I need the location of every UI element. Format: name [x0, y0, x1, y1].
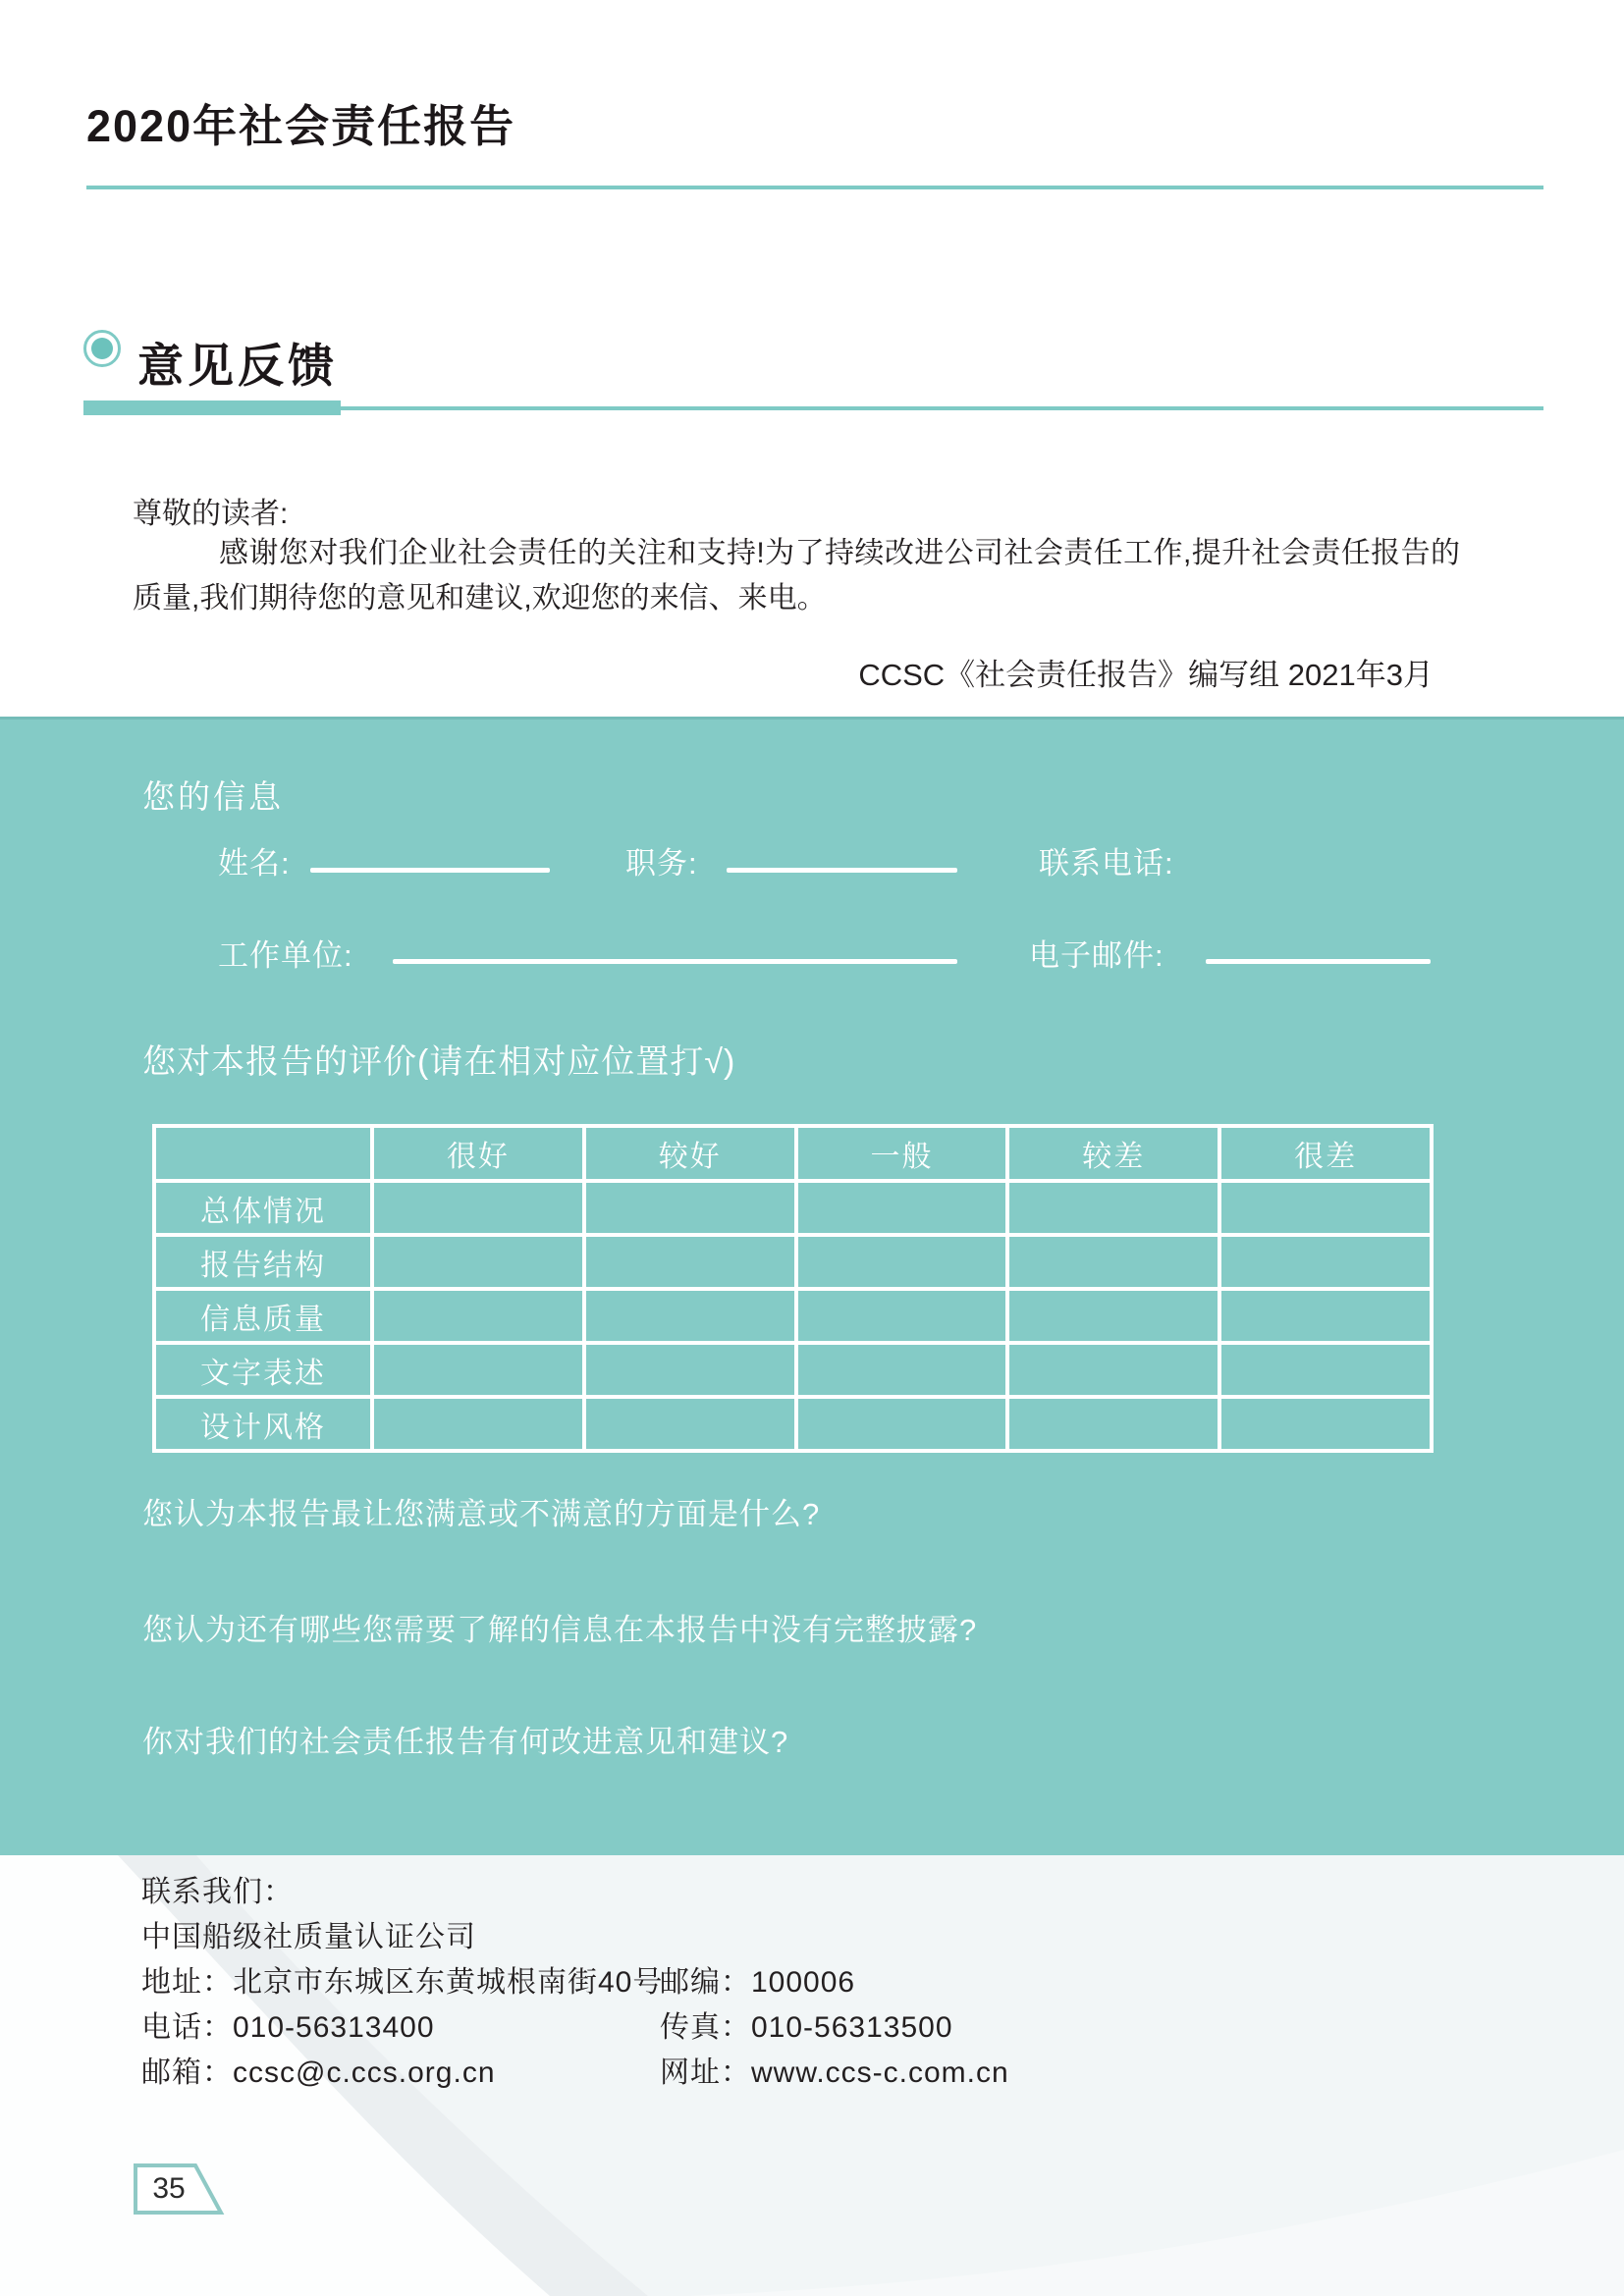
postcode-value: 100006: [751, 1966, 856, 1999]
column-header: 较好: [584, 1126, 796, 1181]
salutation: 尊敬的读者:: [133, 498, 289, 530]
table-row: [154, 1343, 1432, 1397]
section-divider-thick: [83, 400, 341, 415]
question-3: 你对我们的社会责任报告有何改进意见和建议?: [142, 1725, 789, 1759]
rating-cell[interactable]: [796, 1235, 1008, 1289]
website-label: 网址：: [660, 2056, 751, 2089]
question-2: 您认为还有哪些您需要了解的信息在本报告中没有完整披露?: [142, 1613, 978, 1647]
rating-cell[interactable]: [796, 1181, 1008, 1235]
name-blank[interactable]: [310, 868, 550, 873]
row-label: 文字表述: [154, 1343, 372, 1397]
rating-cell[interactable]: [584, 1289, 796, 1343]
rating-cell[interactable]: [584, 1235, 796, 1289]
address-label: 地址：: [141, 1966, 233, 1999]
row-label: 信息质量: [154, 1289, 372, 1343]
evaluation-title: 您对本报告的评价(请在相对应位置打√): [142, 1043, 736, 1081]
email-blank[interactable]: [1206, 959, 1431, 964]
rating-cell[interactable]: [796, 1397, 1008, 1451]
contact-website: [660, 2048, 1009, 2091]
fax-label: 传真：: [660, 2011, 751, 2044]
rating-cell[interactable]: [796, 1289, 1008, 1343]
contact-address: [141, 1957, 663, 2001]
employer-blank[interactable]: [393, 959, 957, 964]
rating-cell[interactable]: [372, 1289, 584, 1343]
row-label: 报告结构: [154, 1235, 372, 1289]
rating-cell[interactable]: [372, 1181, 584, 1235]
contact-company: 中国船级社质量认证公司: [141, 1921, 476, 1953]
rating-cell[interactable]: [584, 1343, 796, 1397]
table-row: [154, 1235, 1432, 1289]
rating-cell[interactable]: [1219, 1289, 1432, 1343]
rating-cell[interactable]: [372, 1343, 584, 1397]
email-value: ccsc@c.ccs.org.cn: [233, 2056, 496, 2089]
ring-bullet-icon: [83, 330, 121, 367]
column-header: 较差: [1007, 1126, 1219, 1181]
rating-cell[interactable]: [1007, 1181, 1219, 1235]
contact-title: 联系我们：: [141, 1876, 294, 1908]
rating-cell[interactable]: [584, 1181, 796, 1235]
contact-postcode: [660, 1957, 855, 2001]
section-title: 意见反馈: [137, 340, 338, 392]
byline: CCSC《社会责任报告》编写组 2021年3月: [858, 658, 1434, 692]
rating-cell[interactable]: [1007, 1397, 1219, 1451]
contact-fax: [660, 2002, 953, 2046]
intro-paragraph: 感谢您对我们企业社会责任的关注和支持!为了持续改进公司社会责任工作,提升社会责任报告的质量,我们期待您的意见和建议,欢迎您的来信、来电。: [133, 537, 1460, 614]
page-number-badge: [133, 2163, 225, 2216]
rating-cell[interactable]: [1007, 1289, 1219, 1343]
position-blank[interactable]: [727, 868, 957, 873]
name-label: 姓名:: [218, 846, 291, 881]
rating-cell[interactable]: [372, 1397, 584, 1451]
column-header: 很好: [372, 1126, 584, 1181]
postcode-label: 邮编：: [660, 1966, 751, 1999]
page-title: 2020年社会责任报告: [86, 101, 516, 151]
phone-value: 010-56313400: [233, 2011, 435, 2044]
column-header: 很差: [1219, 1126, 1432, 1181]
answer-area-3[interactable]: [142, 1759, 1429, 1847]
email-label: 电子邮件:: [1029, 938, 1164, 973]
phone-label: 电话：: [141, 2011, 233, 2044]
email-label: 邮箱：: [141, 2056, 233, 2089]
answer-area-2[interactable]: [142, 1647, 1429, 1712]
question-1: 您认为本报告最让您满意或不满意的方面是什么?: [142, 1497, 821, 1531]
rating-cell[interactable]: [1219, 1343, 1432, 1397]
rating-cell[interactable]: [584, 1397, 796, 1451]
table-row: [154, 1397, 1432, 1451]
row-label: 设计风格: [154, 1397, 372, 1451]
fax-value: 010-56313500: [751, 2011, 953, 2044]
page-number: 35: [152, 2172, 186, 2205]
evaluation-table: [152, 1124, 1434, 1453]
phone-label: 联系电话:: [1039, 846, 1174, 881]
header-divider: [86, 186, 1543, 189]
employer-label: 工作单位:: [218, 938, 353, 973]
rating-cell[interactable]: [1007, 1343, 1219, 1397]
position-label: 职务:: [625, 846, 698, 881]
table-row: [154, 1289, 1432, 1343]
rating-cell[interactable]: [796, 1343, 1008, 1397]
rating-cell[interactable]: [1219, 1235, 1432, 1289]
row-label: 总体情况: [154, 1181, 372, 1235]
rating-cell[interactable]: [1219, 1181, 1432, 1235]
your-info-title: 您的信息: [142, 778, 284, 815]
rating-cell[interactable]: [1219, 1397, 1432, 1451]
column-header: 一般: [796, 1126, 1008, 1181]
corner-cell: [154, 1126, 372, 1181]
contact-phone: [141, 2002, 435, 2046]
rating-cell[interactable]: [372, 1235, 584, 1289]
rating-cell[interactable]: [1007, 1235, 1219, 1289]
website-value: www.ccs-c.com.cn: [751, 2056, 1009, 2089]
evaluation-header-row: [154, 1126, 1432, 1181]
contact-email: [141, 2048, 496, 2091]
address-value: 北京市东城区东黄城根南街40号: [233, 1966, 664, 1999]
answer-area-1[interactable]: [142, 1531, 1429, 1602]
table-row: [154, 1181, 1432, 1235]
